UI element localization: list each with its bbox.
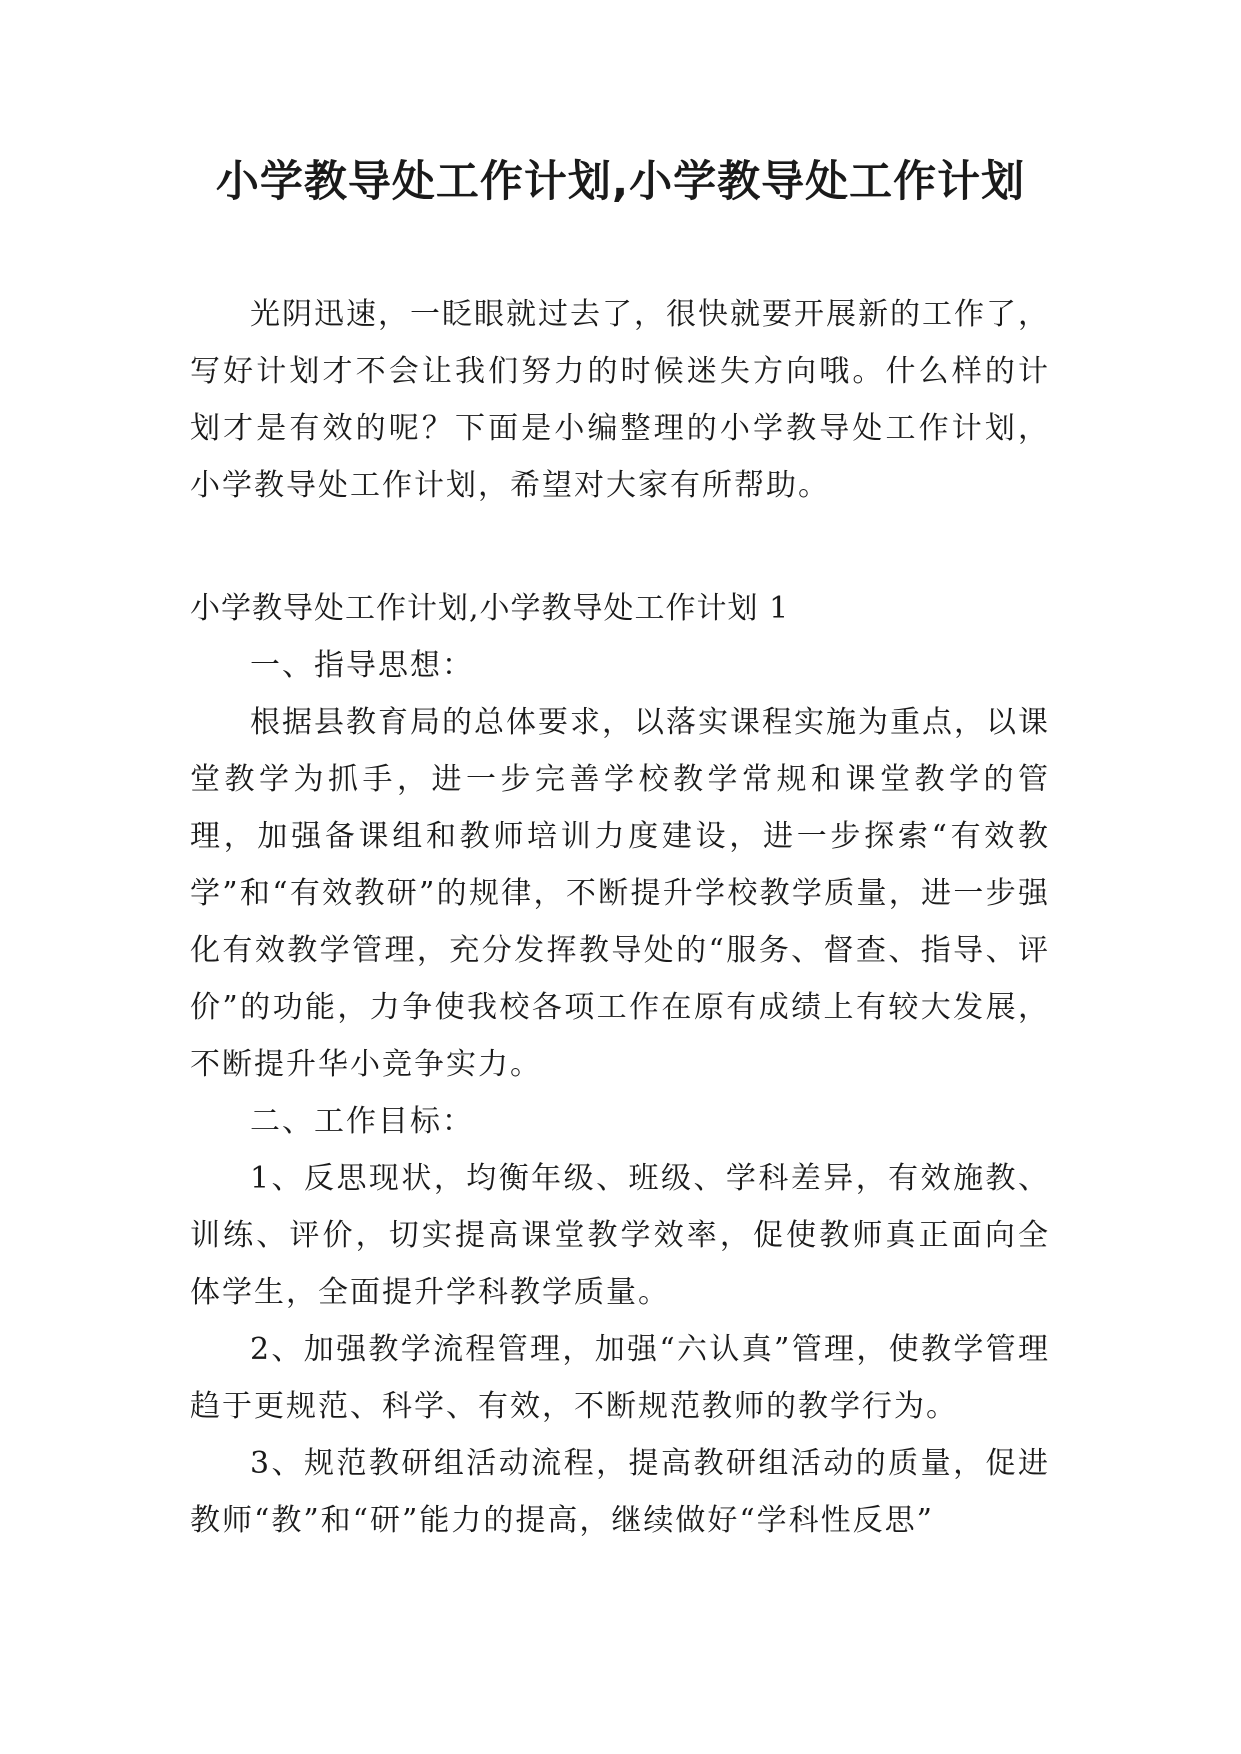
goal-item-1: 1、反思现状，均衡年级、班级、学科差异，有效施教、训练、评价，切实提高课堂教学效率，促使教师真正面向全体学生，全面提升学科教学质量。	[190, 1161, 1050, 1310]
heading-guiding-thought: 一、指导思想：	[250, 648, 474, 683]
goal-item-3: 3、规范教研组活动流程，提高教研组活动的质量，促进教师“教”和“研”能力的提高，继续做好“学科性反思”	[190, 1446, 1050, 1538]
document-body	[190, 580, 1050, 1549]
section-heading: 小学教导处工作计划,小学教导处工作计划 1	[190, 591, 790, 626]
paragraph-guiding-thought: 根据县教育局的总体要求，以落实课程实施为重点，以课堂教学为抓手，进一步完善学校教学常规和课堂教学的管理，加强备课组和教师培训力度建设，进一步探索“有效教学”和“有效教研”的规律，不断提升学校教学质量，进一步强化有效教学管理，充分发挥教导处的“服务、督查、指导、评价”的功能，力争使我校各项工作在原有成绩上有较大发展，不断提升华小竞争实力。	[190, 705, 1050, 1082]
goal-item-2: 2、加强教学流程管理，加强“六认真”管理，使教学管理趋于更规范、科学、有效，不断规范教师的教学行为。	[190, 1332, 1050, 1424]
heading-work-goals: 二、工作目标：	[250, 1104, 474, 1139]
intro-paragraph: 光阴迅速，一眨眼就过去了，很快就要开展新的工作了，写好计划才不会让我们努力的时候迷失方向哦。什么样的计划才是有效的呢？下面是小编整理的小学教导处工作计划，小学教导处工作计划，希望对大家有所帮助。	[190, 297, 1050, 503]
document-title: 小学教导处工作计划,小学教导处工作计划	[215, 157, 1026, 207]
